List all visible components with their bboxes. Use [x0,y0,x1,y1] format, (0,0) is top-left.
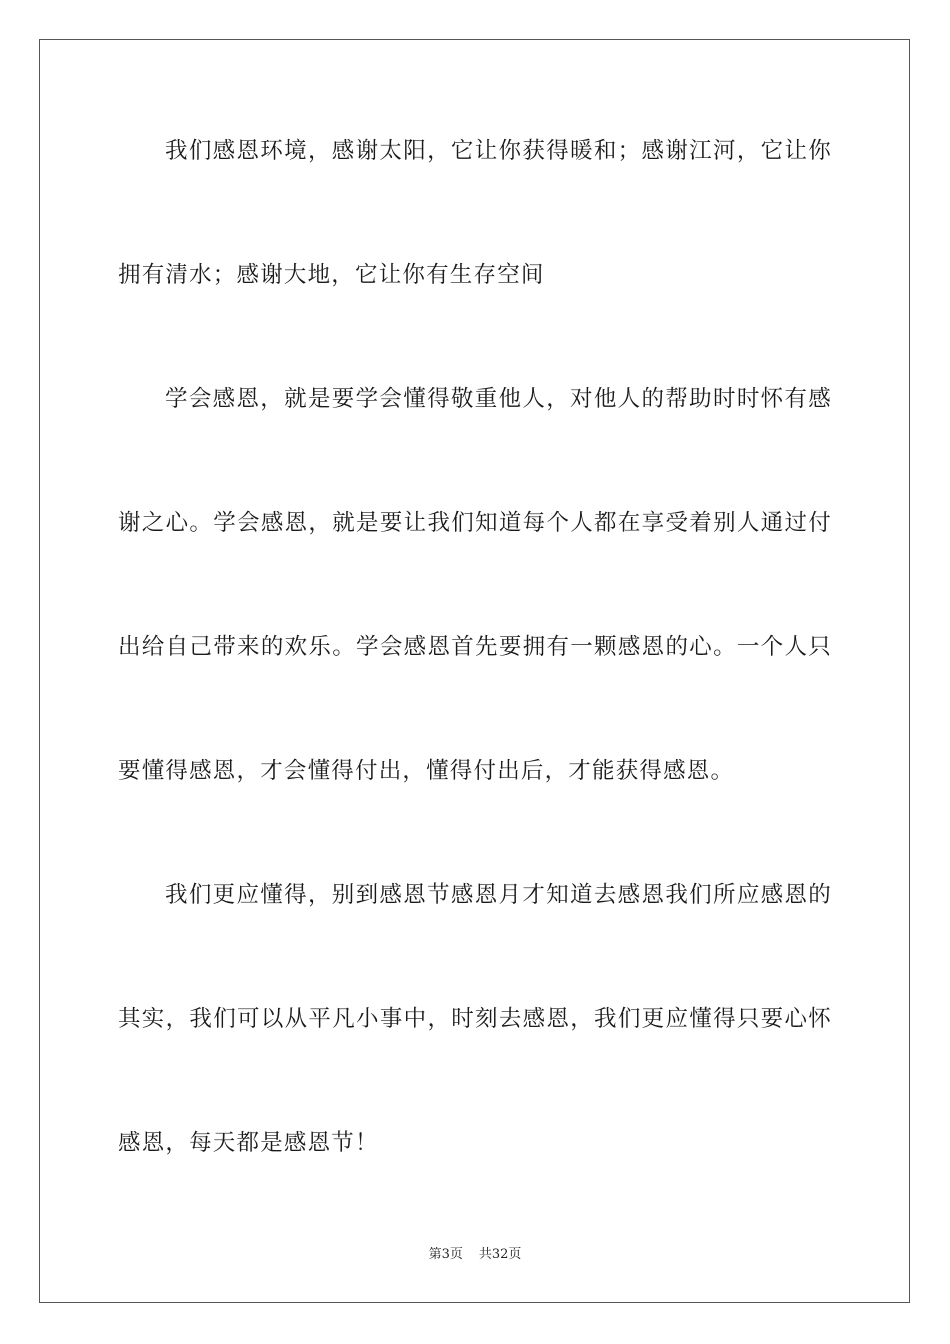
page-number: 第3页 [428,1247,463,1262]
paragraph-line: 其实，我们可以从平凡小事中，时刻去感恩，我们更应懂得只要心怀 [118,1006,832,1032]
paragraph-line: 谢之心。学会感恩，就是要让我们知道每个人都在享受着别人通过付 [118,510,832,536]
paragraph-line: 出给自己带来的欢乐。学会感恩首先要拥有一颗感恩的心。一个人只 [118,634,832,660]
page-border [39,39,910,1303]
page-total: 共32页 [478,1247,522,1262]
page-footer [0,1246,950,1264]
paragraph-line: 要懂得感恩，才会懂得付出，懂得付出后，才能获得感恩。 [118,758,735,784]
paragraph-line: 学会感恩，就是要学会懂得敬重他人，对他人的帮助时时怀有感 [165,386,832,412]
paragraph-line: 我们感恩环境，感谢太阳，它让你获得暖和；感谢江河，它让你 [165,138,832,164]
paragraph-line: 我们更应懂得，别到感恩节感恩月才知道去感恩我们所应感恩的 [165,882,832,908]
paragraph-line: 感恩，每天都是感恩节！ [118,1130,379,1156]
paragraph-line: 拥有清水；感谢大地，它让你有生存空间 [118,262,545,288]
